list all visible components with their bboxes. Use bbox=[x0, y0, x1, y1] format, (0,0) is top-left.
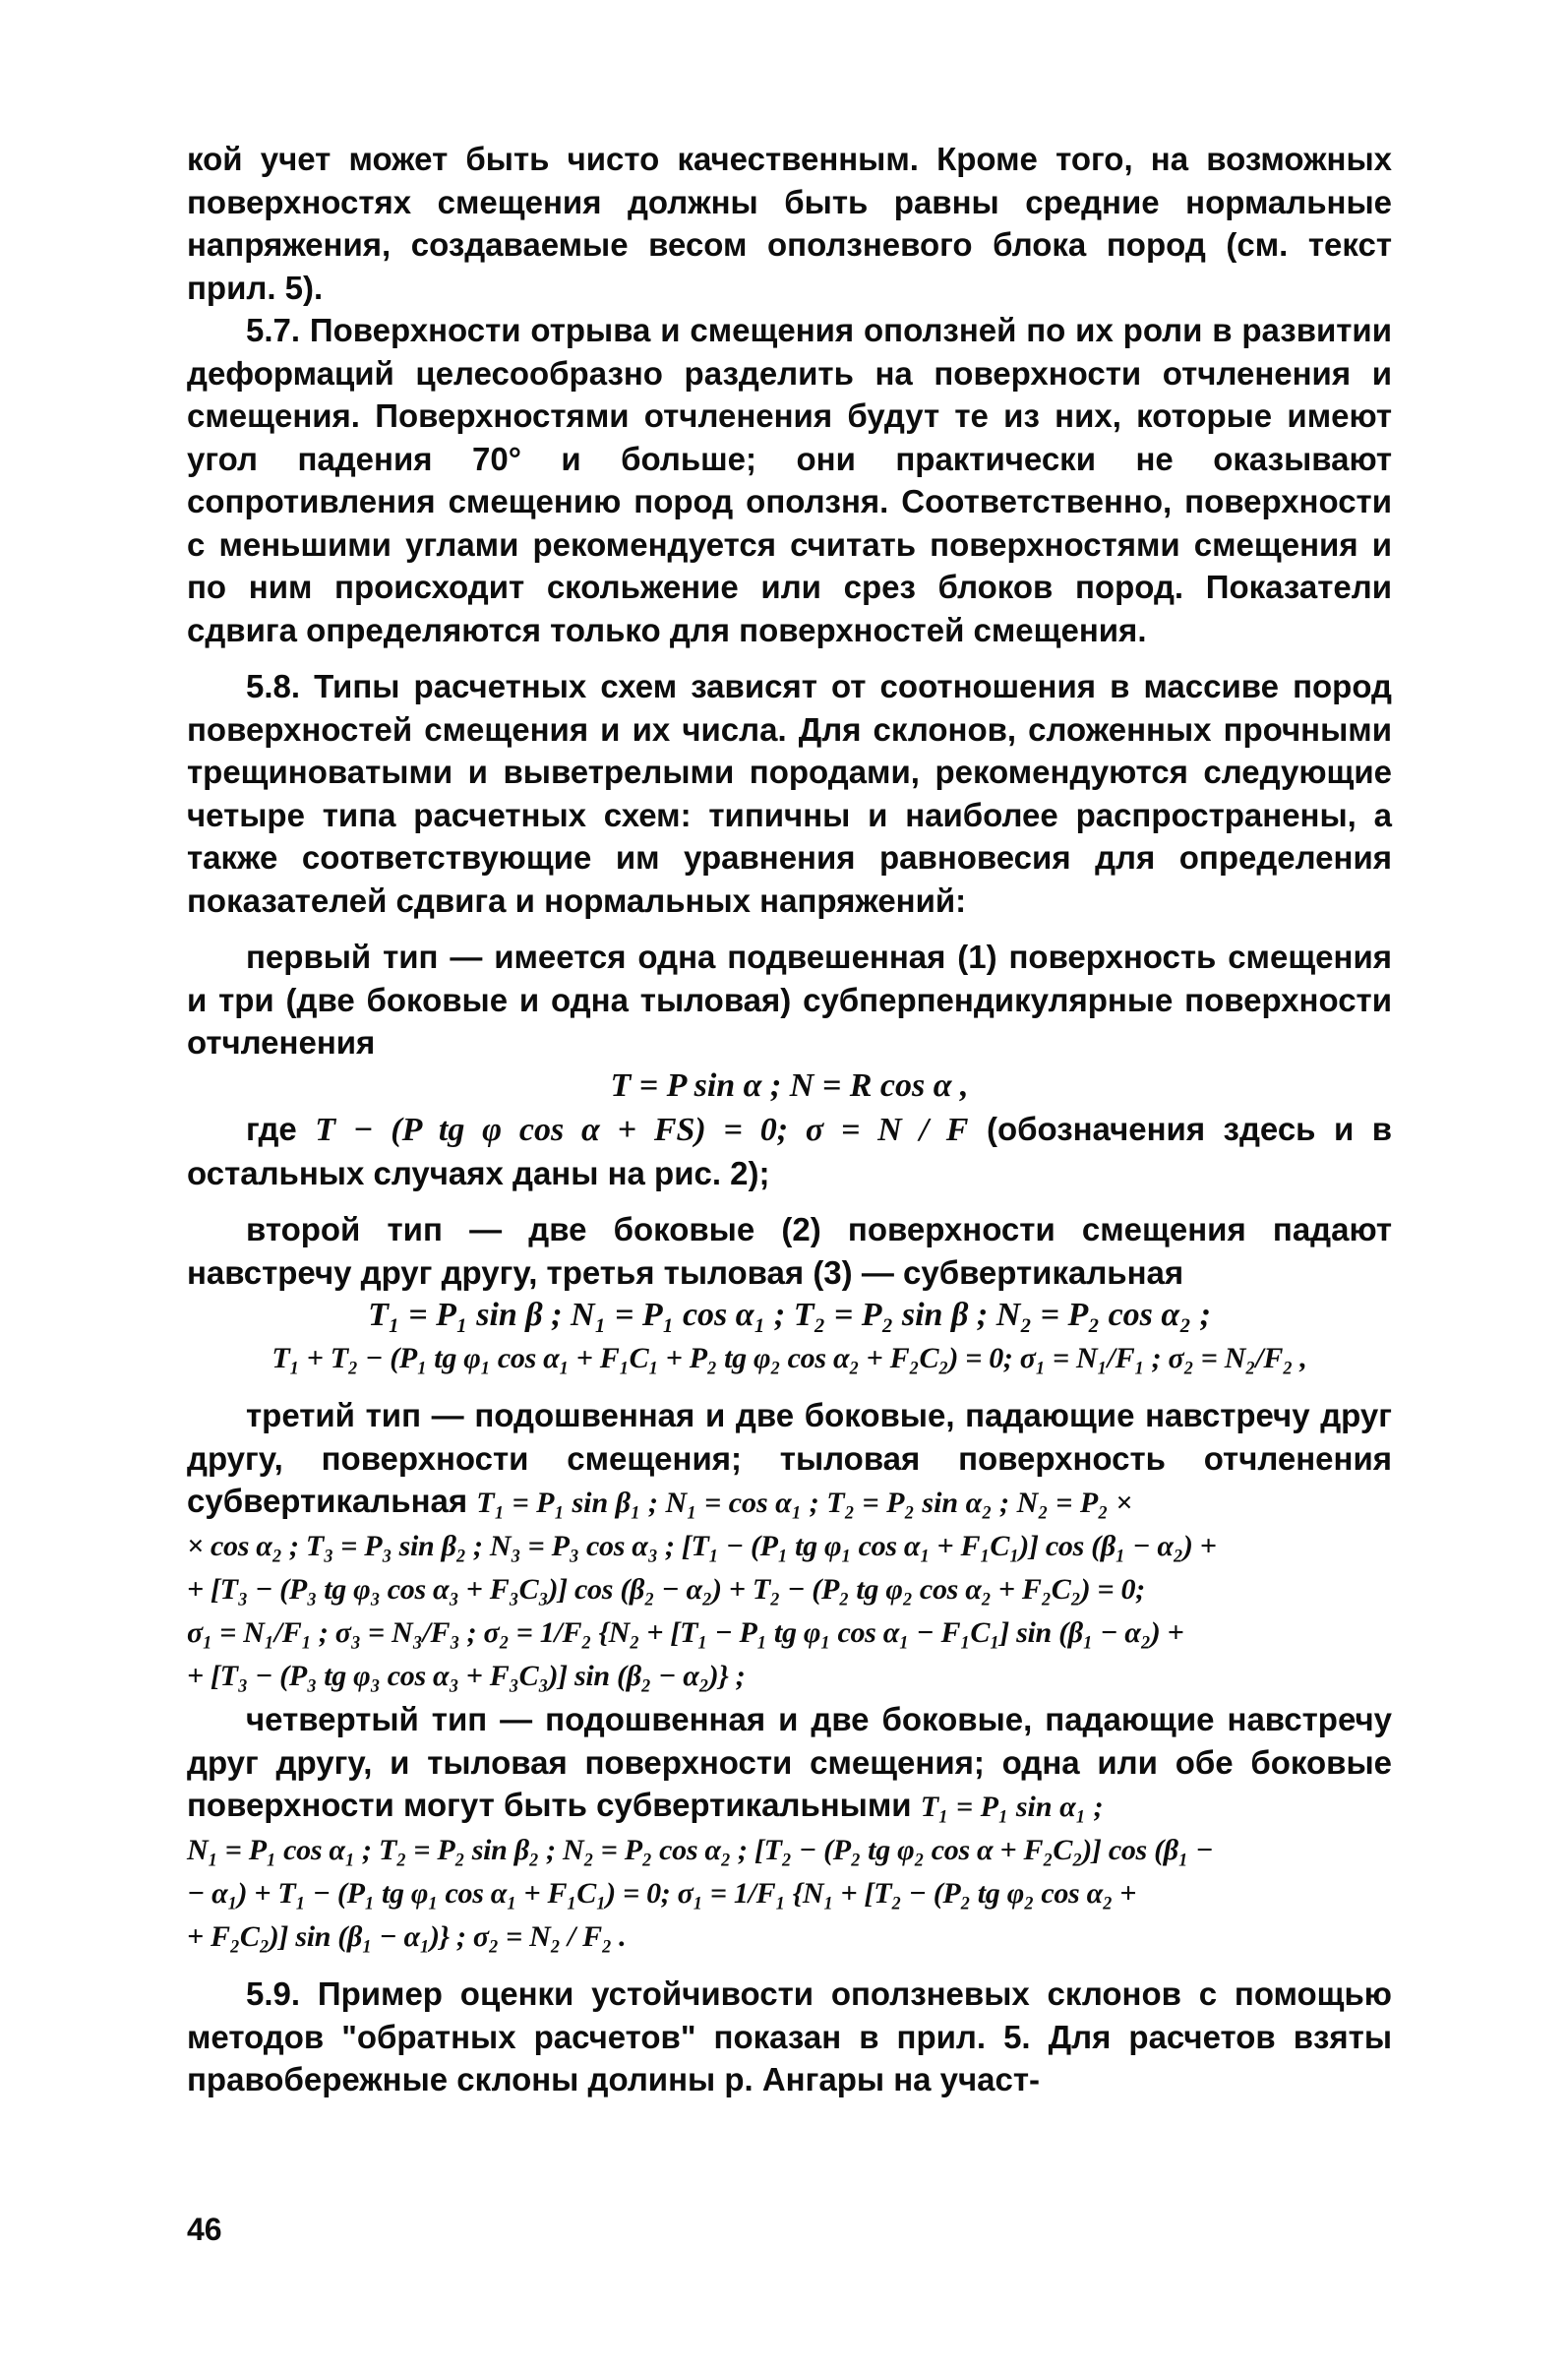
type-1-description: первый тип — имеется одна подвешенная (1) поверхность смещения и три (две боковые и одна тыловая) субперпендикулярные поверхности отчленения bbox=[187, 939, 1392, 1061]
page-body bbox=[187, 138, 1392, 2322]
type-3-equation-2: + [T₃ − (P₃ tg φ₃ cos α₃ + F₃C₃)] cos (β₂ − α₂) + T₂ − (P₂ tg φ₂ cos α₂ + F₂C₂) = 0; bbox=[187, 1573, 1145, 1606]
type-2-description: второй тип — две боковые (2) поверхности смещения падают навстречу друг другу, третья тыловая (3) — субвертикальная bbox=[187, 1211, 1392, 1291]
section-5-8-text: Типы расчетных схем зависят от соотношения в массиве пород поверхностей смещения и их числа. Для склонов, сложенных прочными трещиноватыми и выветрелыми породами, рекомендуются следующие четыре типа расчетных схем: типичны и наиболее распространены, а также соответствующие им уравнения равновесия для определения показателей сдвига и нормальных напряжений: bbox=[187, 668, 1392, 919]
page-number: 46 bbox=[187, 2212, 222, 2247]
type-2-equation-1: T₁ = P₁ sin β ; N₁ = P₁ cos α₁ ; T₂ = P₂ sin β ; N₂ = P₂ cos α₂ ; bbox=[368, 1297, 1211, 1333]
where-text: (обозначения здесь и в остальных случаях даны на рис. 2); bbox=[187, 1110, 1392, 1191]
type-4-equation-1: N₁ = P₁ cos α₁ ; T₂ = P₂ sin β₂ ; N₂ = P₂ cos α₂ ; [T₂ − (P₂ tg φ₂ cos α + F₂C₂)] cos (β₁ − bbox=[187, 1834, 1214, 1866]
type-4-description bbox=[187, 1698, 1392, 1829]
type-3-equation-3: σ₁ = N₁/F₁ ; σ₃ = N₃/F₃ ; σ₂ = 1/F₂ {N₂ + [T₁ − P₁ tg φ₁ cos α₁ − F₁C₁] sin (β₁ − α₂) + bbox=[187, 1616, 1184, 1649]
type-3-equation-4: + [T₃ − (P₃ tg φ₃ cos α₃ + F₃C₃)] sin (β₂ − α₂)} ; bbox=[187, 1660, 746, 1692]
section-5-8 bbox=[187, 665, 1392, 922]
section-5-7-number: 5.7. bbox=[246, 312, 301, 348]
section-5-8-number: 5.8. bbox=[246, 668, 301, 704]
where-label: где bbox=[246, 1110, 297, 1147]
section-5-7 bbox=[187, 309, 1392, 651]
where-line bbox=[187, 1108, 1392, 1195]
where-equation: T − (P tg φ cos α + FS) = 0; σ = N / F bbox=[315, 1111, 969, 1148]
type-2-equation-2: T₁ + T₂ − (P₁ tg φ₁ cos α₁ + F₁C₁ + P₂ tg φ₂ cos α₂ + F₂C₂) = 0; σ₁ = N₁/F₁ ; σ₂ = N₂/F₂ , bbox=[271, 1342, 1307, 1374]
type-4-equation-2: − α₁) + T₁ − (P₁ tg φ₁ cos α₁ + F₁C₁) = 0; σ₁ = 1/F₁ {N₁ + [T₂ − (P₂ tg φ₂ cos α₂ + bbox=[187, 1877, 1137, 1910]
type-3-text: третий тип — подошвенная и две боковые, падающие навстречу друг другу, поверхности смещения; тыловая поверхность отчленения субвертикальная bbox=[187, 1397, 1392, 1519]
type-4-equation-3: + F₂C₂)] sin (β₁ − α₁)} ; σ₂ = N₂ / F₂ . bbox=[187, 1920, 627, 1953]
intro-paragraph: кой учет может быть чисто качественным. Кроме того, на возможных поверхностях смещения должны быть равны средние нормальные напряжения, создаваемые весом оползневого блока пород (см. текст прил. 5). bbox=[187, 141, 1392, 306]
type-1-equation: T = P sin α ; N = R cos α , bbox=[610, 1066, 969, 1104]
section-5-9-text: Пример оценки устойчивости оползневых склонов с помощью методов "обратных расчетов" показан в прил. 5. Для расчетов взяты правобережные склоны долины р. Ангары на участ- bbox=[187, 1975, 1392, 2097]
section-5-9-number: 5.9. bbox=[246, 1975, 301, 2012]
type-4-inline-equation: T₁ = P₁ sin α₁ ; bbox=[920, 1791, 1104, 1823]
type-4-text: четвертый тип — подошвенная и две боковые, падающие навстречу друг другу, и тыловая поверхности смещения; одна или обе боковые поверхности могут быть субвертикальными bbox=[187, 1701, 1392, 1823]
type-3-equation-1: × cos α₂ ; T₃ = P₃ sin β₂ ; N₃ = P₃ cos α₃ ; [T₁ − (P₁ tg φ₁ cos α₁ + F₁C₁)] cos (β₁ − α₂) + bbox=[187, 1530, 1217, 1562]
type-3-inline-equation: T₁ = P₁ sin β₁ ; N₁ = cos α₁ ; T₂ = P₂ sin α₂ ; N₂ = P₂ × bbox=[476, 1487, 1133, 1519]
type-3-description bbox=[187, 1394, 1392, 1525]
section-5-7-text: Поверхности отрыва и смещения оползней по их роли в развитии деформаций целесообразно разделить на поверхности отчленения и смещения. Поверхностями отчленения будут те из них, которые имеют угол падения 70° и больше; они практически не оказывают сопротивления смещению пород оползня. Соответственно, поверхности с меньшими углами рекомендуется считать поверхностями смещения и по ним происходит скольжение или срез блоков пород. Показатели сдвига определяются только для поверхностей смещения. bbox=[187, 312, 1393, 648]
section-5-9 bbox=[187, 1973, 1392, 2101]
